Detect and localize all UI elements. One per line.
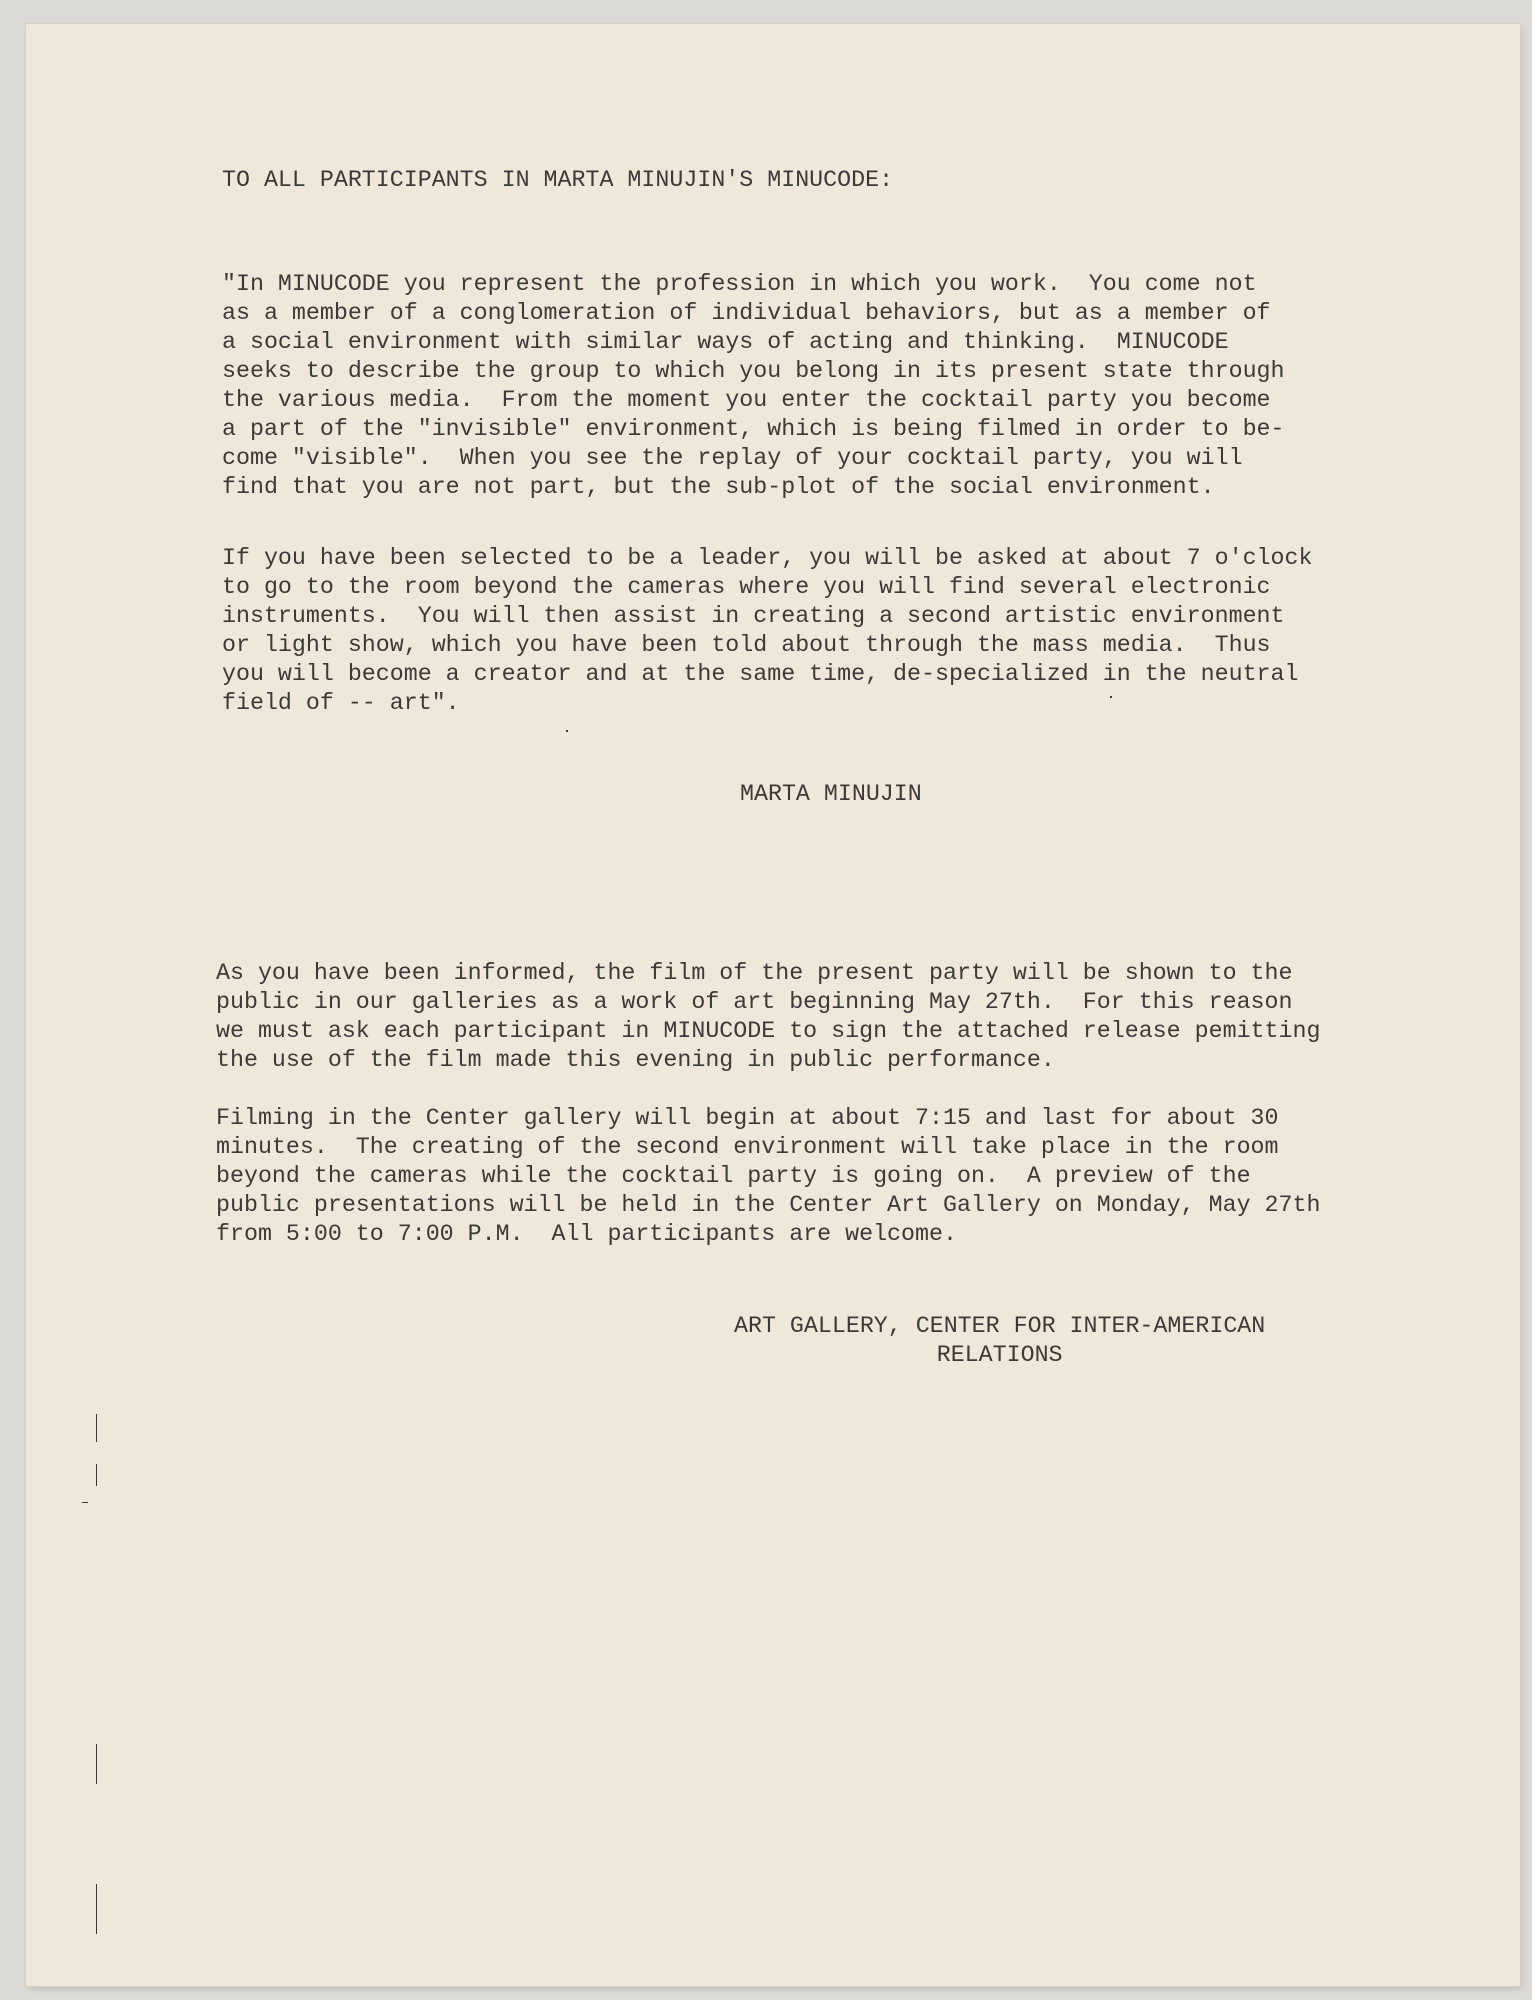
margin-mark	[96, 1464, 97, 1486]
quote-paragraph-2: If you have been selected to be a leader, you will be asked at about 7 o'clock to go to the room beyond the cameras where you will find several electronic instruments. You will then assist in creating a second artistic environment or light show, which you have been told about through the mass media. Thus you will become a creator and at the same time, de-specialized in the neutral field of -- art".	[222, 545, 1313, 716]
closing-signature: ART GALLERY, CENTER FOR INTER-AMERICAN RELATIONS	[734, 1313, 1266, 1368]
quote-paragraph-1: "In MINUCODE you represent the profession in which you work. You come not as a member of a conglomeration of individual behaviors, but as a member of a social environment with similar ways of acting and thinking. MINUCODE seeks to describe the group to which you belong in its present state through the various media. From the moment you enter the cocktail party you become a part of the "invisible" environment, which is being filmed in order to be- come "visible". When you see the replay of your cocktail party, you will find that you are not part, but the sub-plot of the social environment.	[222, 271, 1285, 500]
margin-mark	[96, 1884, 97, 1934]
margin-mark	[96, 1414, 97, 1442]
stray-dot	[1110, 696, 1112, 698]
letter-heading: TO ALL PARTICIPANTS IN MARTA MINUJIN'S MINUCODE:	[222, 167, 894, 193]
stray-dot	[566, 730, 568, 732]
margin-mark	[82, 1502, 88, 1503]
notice-paragraph-2: Filming in the Center gallery will begin at about 7:15 and last for about 30 minutes. The creating of the second environment will take place in the room beyond the cameras while the cocktail party is going on. A preview of the public presentations will be held in the Center Art Gallery on Monday, May 27th from 5:00 to 7:00 P.M. All participants are welcome.	[216, 1105, 1321, 1247]
quote-signature: MARTA MINUJIN	[740, 781, 922, 807]
margin-mark	[96, 1744, 97, 1784]
notice-paragraph-1: As you have been informed, the film of the present party will be shown to the public in our galleries as a work of art beginning May 27th. For this reason we must ask each participant in MINUCODE to sign the attached release pemitting the use of the film made this evening in public performance.	[216, 960, 1321, 1073]
typed-letter-sheet	[26, 24, 1520, 1986]
